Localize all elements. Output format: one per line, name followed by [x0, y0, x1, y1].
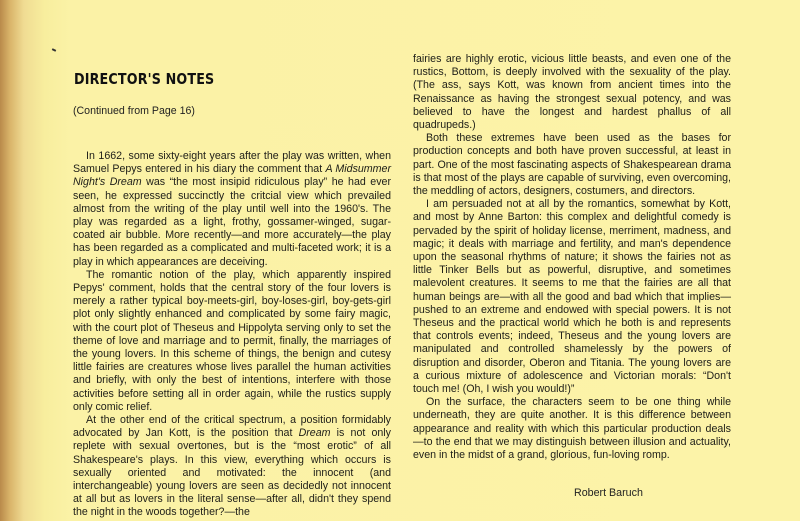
paragraph: In 1662, some sixty-eight years after the play was written, when Samuel Pepys entered in his diary the comment that A Midsummer Night's Dream was “the most insipid ridiculous play” he had ever seen, he expressed succinctly the critcial view which prevailed almost from the writing of the play until well into the 1960's. The play was regarded as a light, frothy, gossamer-winged, sugar-coated air bubble. More recently—and more accurately—the play has been regarded as a complicated and multi-faceted work; it is a play in which appearances are deceiving. [73, 150, 392, 268]
play-title-short: Dream [298, 427, 331, 440]
paragraph: At the other end of the critical spectrum, a position formidably advocated by Jan Kott, is the position that Dream is not only replete with sexual overtones, but is the “most erotic” of all Shakespeare's plays. In this view, everything which occurs is sexually oriented and motivated: the innocent (and interchangeable) young lovers are seen as decidedly not innocent at all but as lovers in the literal sense—after all, didn't they spend the night in the woods together?—the [73, 414, 391, 519]
left-column [73, 150, 391, 520]
paragraph: I am persuaded not at all by the romantics, somewhat by Kott, and most by Anne Barton: this complex and delightful comedy is pervaded by the spirit of holiday license, merriment, madness, and magic; it deals with marriage and fertility, and man's dependence upon the seasonal rhythms of nature; it shows the fairies not as little Tinker Bells but as powerful, disruptive, and sometimes malevolent creatures. It seems to me that the fairies are all that human beings are—with all the good and bad which that implies—pushed to an extreme and endowed with special powers. It is not Theseus and the practical world which he both is and represents that controls events; indeed, Theseus and the young lovers are manipulated and controlled shamelessly by the powers of disruption and disorder, Oberon and Titania. The young lovers are a curious mixture of adolescence and Victorian morals: “Don't touch me! (Oh, I wish you would!)” [413, 198, 731, 396]
page-heading: DIRECTOR'S NOTES [74, 70, 215, 88]
paragraph: Both these extremes have been used as the bases for production concepts and both have proven successful, at least in part. One of the most fascinating aspects of Shakespearean drama is that most of the plays are capable of surviving, even overcoming, the meddling of actors, designers, costumers, and directors. [413, 132, 731, 198]
paragraph: On the surface, the characters seem to be one thing while underneath, they are quite another. It is this difference between appearance and reality with which this particular production deals—to the end that we may distinguish between illusion and actuality, even in the midst of a grand, glorious, fun-loving romp. [413, 396, 731, 462]
continued-note: (Continued from Page 16) [73, 105, 195, 117]
play-title: A Midsummer Night's Dream [73, 163, 392, 189]
right-column [413, 53, 731, 462]
author-signature: Robert Baruch [574, 487, 643, 499]
scan-speck [52, 48, 56, 52]
paragraph: The romantic notion of the play, which apparently inspired Pepys' comment, holds that the central story of the four lovers is merely a rather typical boy-meets-girl, boy-loses-girl, boy-gets-girl plot only slightly enhanced and complicated by some fairy magic, with the court plot of Theseus and Hippolyta serving only to set the theme of love and marriage and to permit, finally, the marriages of the young lovers. In this scheme of things, the benign and cutesy little fairies are creatures whose lives parallel the human activities and briefly, with only the best of intentions, interfere with those activities before setting all in order again, while the rustics supply only comic relief. [73, 268, 391, 413]
paragraph: fairies are highly erotic, vicious little beasts, and even one of the rustics, Bottom, is deeply involved with the sexuality of the play. (The ass, says Kott, was known from ancient times into the Renaissance as having the strongest sexual potency, and was believed to have the longest and hardest phallus of all quadrupeds.) [413, 53, 731, 132]
